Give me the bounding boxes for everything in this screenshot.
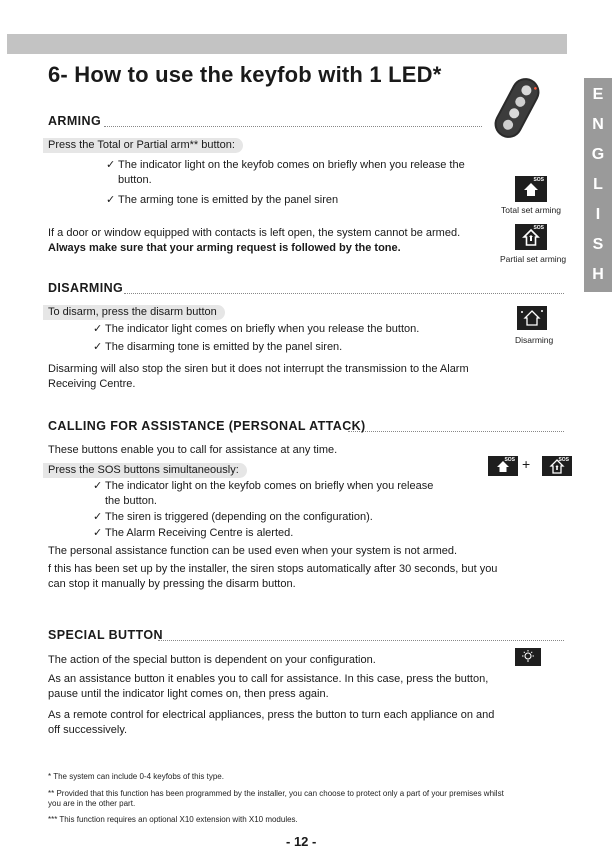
bullet-text: The arming tone is emitted by the panel siren — [118, 194, 339, 206]
language-letter: E — [592, 86, 604, 103]
paragraph: Receiving Centre. — [48, 378, 136, 390]
language-letter: N — [592, 116, 604, 133]
bullet-text: The siren is triggered (depending on the configuration). — [105, 511, 373, 523]
partial-arm-button-icon — [515, 224, 547, 250]
paragraph-bold: Always make sure that your arming request is followed by the tone. — [48, 242, 401, 254]
language-tab — [584, 78, 612, 292]
special-button-icon — [515, 648, 541, 666]
bullet-text: The indicator light on the keyfob comes on briefly when you release the — [118, 159, 465, 171]
sos-label: SOS — [504, 457, 515, 463]
total-arm-button-icon — [515, 176, 547, 202]
check-icon: ✓ — [93, 527, 103, 539]
check-icon: ✓ — [93, 341, 103, 353]
paragraph: These buttons enable you to call for assistance at any time. — [48, 444, 338, 456]
section-heading-assistance: CALLING FOR ASSISTANCE (PERSONAL ATTACK) — [48, 419, 366, 433]
check-icon: ✓ — [93, 511, 103, 523]
bullet-text: The indicator light on the keyfob comes on briefly when you release — [105, 480, 434, 492]
paragraph: As an assistance button it enables you to call for assistance. In this case, press the button, — [48, 673, 489, 685]
check-icon: ✓ — [93, 323, 103, 335]
heading-leader — [124, 293, 564, 294]
bullet-text: The indicator light comes on briefly when you release the button. — [105, 323, 420, 335]
page-title: 6- How to use the keyfob with 1 LED* — [48, 62, 442, 87]
bullet-text: button. — [118, 174, 152, 186]
sos-button-icon-left — [488, 456, 518, 476]
header-bar — [7, 34, 567, 54]
bullet-text: the button. — [105, 495, 157, 507]
language-letter: I — [595, 206, 601, 223]
paragraph: pause until the indicator light comes on, then press again. — [48, 688, 329, 700]
section-heading-arming: ARMING — [48, 114, 102, 128]
bullet-text: The Alarm Receiving Centre is alerted. — [105, 527, 294, 539]
language-letter: G — [591, 146, 605, 163]
footnote: ** Provided that this function has been programmed by the installer, you can choose to protect only a part of your premises whilst — [48, 789, 504, 798]
bullet-text: The disarming tone is emitted by the panel siren. — [105, 341, 343, 353]
instruction-pill: Press the Total or Partial arm** button: — [43, 138, 243, 153]
icon-caption: Total set arming — [501, 205, 561, 215]
disarm-button-icon — [517, 306, 547, 330]
footnote: you are in the other part. — [48, 799, 136, 808]
page-number: - 12 - — [286, 834, 317, 849]
icon-caption: Partial set arming — [500, 254, 567, 264]
paragraph: can stop it manually by pressing the disarm button. — [48, 578, 296, 590]
check-icon: ✓ — [106, 159, 116, 171]
instruction-pill: Press the SOS buttons simultaneously: — [43, 463, 247, 478]
instruction-pill: To disarm, press the disarm button — [43, 305, 225, 320]
sos-button-icon-right — [542, 456, 572, 476]
language-letter: L — [593, 176, 603, 193]
footnote: * The system can include 0-4 keyfobs of this type. — [48, 772, 224, 781]
keyfob-illustration — [486, 74, 548, 142]
paragraph: Disarming will also stop the siren but it does not interrupt the transmission to the Alarm — [48, 363, 469, 375]
footnote: *** This function requires an optional X10 extension with X10 modules. — [48, 815, 298, 824]
plus-sign: + — [522, 456, 531, 472]
section-heading-disarming: DISARMING — [48, 281, 124, 295]
icon-caption: Disarming — [515, 335, 554, 345]
paragraph: The personal assistance function can be used even when your system is not armed. — [48, 545, 458, 557]
sos-label: SOS — [533, 177, 544, 183]
paragraph: off successively. — [48, 724, 128, 736]
paragraph: The action of the special button is dependent on your configuration. — [48, 654, 376, 666]
sos-label: SOS — [558, 457, 569, 463]
paragraph: f this has been set up by the installer, the siren stops automatically after 30 seconds, but you — [48, 563, 498, 575]
heading-leader — [104, 126, 482, 127]
paragraph: As a remote control for electrical appliances, press the button to turn each appliance on and — [48, 709, 495, 721]
heading-leader — [158, 640, 564, 641]
language-letter: H — [592, 266, 604, 283]
sos-label: SOS — [533, 225, 544, 231]
language-letter: S — [592, 236, 604, 253]
paragraph: If a door or window equipped with contacts is left open, the system cannot be armed. — [48, 227, 461, 239]
section-heading-special: SPECIAL BUTTON — [48, 628, 163, 642]
check-icon: ✓ — [93, 480, 103, 492]
heading-leader — [348, 431, 564, 432]
check-icon: ✓ — [106, 194, 116, 206]
